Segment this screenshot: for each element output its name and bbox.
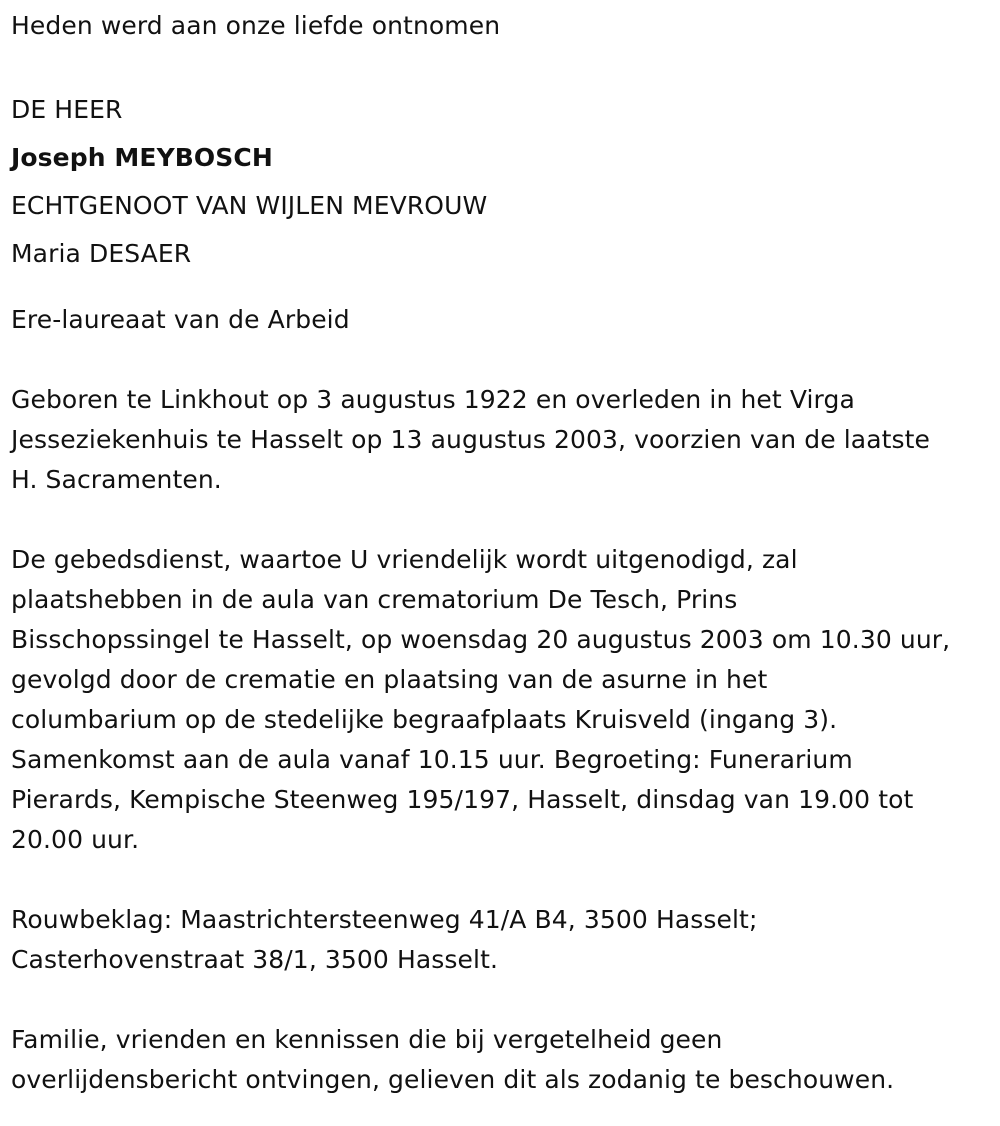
paragraph-line: Rouwbeklag: Maastrichtersteenweg 41/A B4, 3500 Hasselt;	[11, 905, 758, 934]
paragraph-line: Jesseziekenhuis te Hasselt op 13 augustus 2003, voorzien van de laatste	[11, 425, 931, 454]
deceased-name: Joseph MEYBOSCH	[11, 143, 273, 172]
honor-text: Ere-laureaat van de Arbeid	[11, 305, 350, 334]
birth-paragraph	[11, 380, 996, 500]
paragraph-line: Samenkomst aan de aula vanaf 10.15 uur. Begroeting: Funerarium	[11, 745, 853, 774]
spouse-label: ECHTGENOOT VAN WIJLEN MEVROUW	[11, 191, 488, 220]
spouse-name: Maria DESAER	[11, 239, 192, 268]
intro-text: Heden werd aan onze liefde ontnomen	[11, 11, 501, 40]
spacer	[11, 46, 996, 86]
closing-paragraph	[11, 1020, 996, 1100]
paragraph-line: Pierards, Kempische Steenweg 195/197, Hasselt, dinsdag van 19.00 tot	[11, 785, 914, 814]
paragraph-line: overlijdensbericht ontvingen, gelieven dit als zodanig te beschouwen.	[11, 1065, 895, 1094]
paragraph-line: Casterhovenstraat 38/1, 3500 Hasselt.	[11, 945, 499, 974]
paragraph-line: Bisschopssingel te Hasselt, op woensdag 20 augustus 2003 om 10.30 uur,	[11, 625, 951, 654]
condolence-paragraph	[11, 900, 996, 980]
paragraph-line: De gebedsdienst, waartoe U vriendelijk wordt uitgenodigd, zal	[11, 545, 798, 574]
spacer	[11, 980, 996, 1020]
service-paragraph	[11, 540, 996, 860]
title-prefix: DE HEER	[11, 95, 123, 124]
spacer	[11, 340, 996, 380]
paragraph-line: columbarium op de stedelijke begraafplaats Kruisveld (ingang 3).	[11, 705, 838, 734]
spacer	[11, 860, 996, 900]
paragraph-line: plaatshebben in de aula van crematorium De Tesch, Prins	[11, 585, 738, 614]
paragraph-line: Familie, vrienden en kennissen die bij vergetelheid geen	[11, 1025, 723, 1054]
paragraph-line: 20.00 uur.	[11, 825, 140, 854]
spacer	[11, 500, 996, 540]
paragraph-line: gevolgd door de crematie en plaatsing van de asurne in het	[11, 665, 768, 694]
paragraph-line: H. Sacramenten.	[11, 465, 222, 494]
death-notice	[11, 0, 996, 1100]
paragraph-line: Geboren te Linkhout op 3 augustus 1922 en overleden in het Virga	[11, 385, 855, 414]
